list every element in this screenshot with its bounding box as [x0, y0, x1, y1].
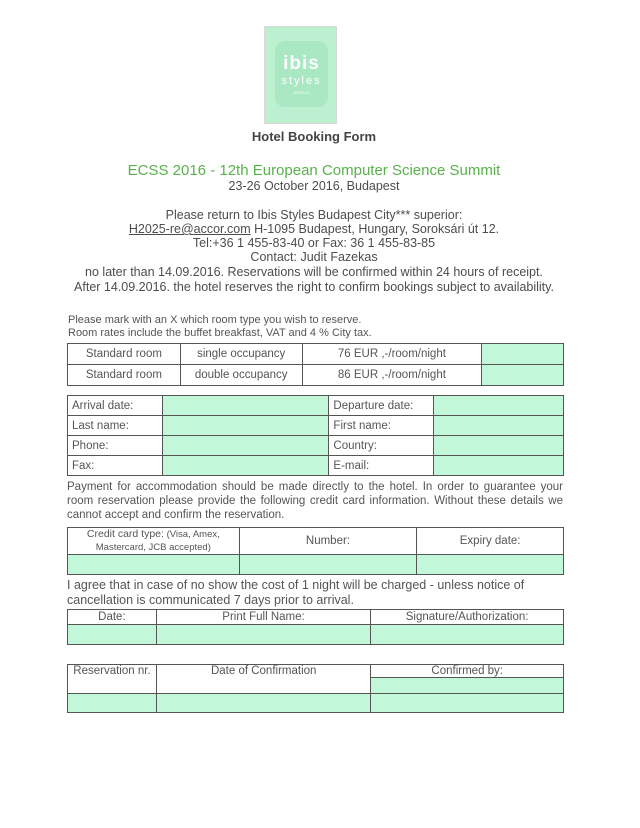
- room-row: [68, 344, 564, 365]
- departure-date-label: Departure date:: [329, 396, 434, 416]
- event-title: ECSS 2016 - 12th European Computer Science Summit: [127, 162, 501, 179]
- form-title: Hotel Booking Form: [251, 129, 377, 144]
- departure-date-field[interactable]: [434, 396, 564, 416]
- contact-person: Contact: Judit Fazekas: [250, 250, 378, 264]
- first-name-field[interactable]: [434, 416, 564, 436]
- confirmed-by-label: Confirmed by:: [431, 665, 504, 677]
- credit-card-table: [67, 527, 564, 575]
- room-occupancy: double occupancy: [180, 365, 302, 386]
- arrival-date-label: Arrival date:: [68, 396, 163, 416]
- room-type: Standard room: [68, 344, 181, 365]
- room-rate: 76 EUR ,-/room/night: [302, 344, 482, 365]
- confirmed-by-extra-field[interactable]: [371, 694, 564, 713]
- room-mark-field[interactable]: [482, 344, 564, 365]
- availability-text: After 14.09.2016. the hotel reserves the right to confirm bookings subject to availability.: [74, 280, 554, 294]
- hotel-email-link[interactable]: H2025-re@accor.com: [128, 222, 251, 236]
- signature-label: Signature/Authorization:: [371, 610, 564, 625]
- email-label: E-mail:: [329, 456, 434, 476]
- card-type-options: (Visa, Amex, Mastercard, JCB accepted): [95, 529, 220, 553]
- signature-table: [67, 609, 564, 645]
- contact-line1: Please return to Ibis Styles Budapest City*** superior:: [165, 208, 463, 222]
- confirmation-date-label: Date of Confirmation: [156, 665, 371, 694]
- country-label: Country:: [329, 436, 434, 456]
- card-expiry-field[interactable]: [417, 555, 564, 575]
- card-type-label: Credit card type:: [86, 528, 164, 540]
- last-name-label: Last name:: [68, 416, 163, 436]
- deadline-text: no later than 14.09.2016. Reservations will be confirmed within 24 hours of receipt.: [85, 265, 543, 279]
- phone-label: Phone:: [68, 436, 163, 456]
- event-dates: 23-26 October 2016, Budapest: [228, 179, 400, 193]
- room-type: Standard room: [68, 365, 181, 386]
- date-label: Date:: [68, 610, 157, 625]
- arrival-date-field[interactable]: [162, 396, 329, 416]
- hotel-address: H-1095 Budapest, Hungary, Soroksári út 12.: [250, 222, 500, 236]
- fax-label: Fax:: [68, 456, 163, 476]
- first-name-label: First name:: [329, 416, 434, 436]
- room-table: [67, 343, 564, 386]
- contact-phone: Tel:+36 1 455-83-40 or Fax: 36 1 455-83-85: [192, 236, 436, 250]
- room-rate: 86 EUR ,-/room/night: [302, 365, 482, 386]
- guest-details-table: [67, 395, 564, 476]
- print-name-label: Print Full Name:: [156, 610, 370, 625]
- room-occupancy: single occupancy: [180, 344, 302, 365]
- noshow-text: I agree that in case of no show the cost of 1 night will be charged - unless notice of cancellation is communicated 7 days prior to arrival.: [67, 578, 525, 607]
- fax-field[interactable]: [162, 456, 329, 476]
- logo-word-ibis: ibis: [283, 53, 320, 74]
- print-name-field[interactable]: [156, 625, 370, 645]
- room-mark-field[interactable]: [482, 365, 564, 386]
- room-instruction: Please mark with an X which room type you wish to reserve.: [68, 314, 362, 326]
- room-rates-note: Room rates include the buffet breakfast, VAT and 4 % City tax.: [68, 327, 372, 339]
- logo-word-hotels: HOTELS: [293, 90, 310, 95]
- card-type-field[interactable]: [68, 555, 240, 575]
- country-field[interactable]: [434, 436, 564, 456]
- card-number-label: Number:: [239, 528, 417, 555]
- card-type-header: [68, 528, 240, 555]
- contact-email-address: [0, 222, 628, 236]
- card-number-field[interactable]: [239, 555, 417, 575]
- confirmation-table: [67, 664, 564, 713]
- reservation-nr-field[interactable]: [68, 694, 157, 713]
- reservation-nr-label: Reservation nr.: [68, 665, 157, 694]
- card-expiry-label: Expiry date:: [417, 528, 564, 555]
- hotel-logo: [264, 26, 337, 124]
- phone-field[interactable]: [162, 436, 329, 456]
- last-name-field[interactable]: [162, 416, 329, 436]
- room-row: [68, 365, 564, 386]
- confirmed-by-cell: [371, 665, 564, 694]
- date-field[interactable]: [68, 625, 157, 645]
- logo-word-styles: styles: [281, 75, 322, 87]
- email-field[interactable]: [434, 456, 564, 476]
- confirmed-by-field[interactable]: [371, 677, 563, 693]
- confirmation-date-field[interactable]: [156, 694, 371, 713]
- payment-text: Payment for accommodation should be made directly to the hotel. In order to guarantee your room reservation please provide the following credit card information. Without these details we cannot accept and confirm the reservation.: [67, 481, 563, 521]
- signature-field[interactable]: [371, 625, 564, 645]
